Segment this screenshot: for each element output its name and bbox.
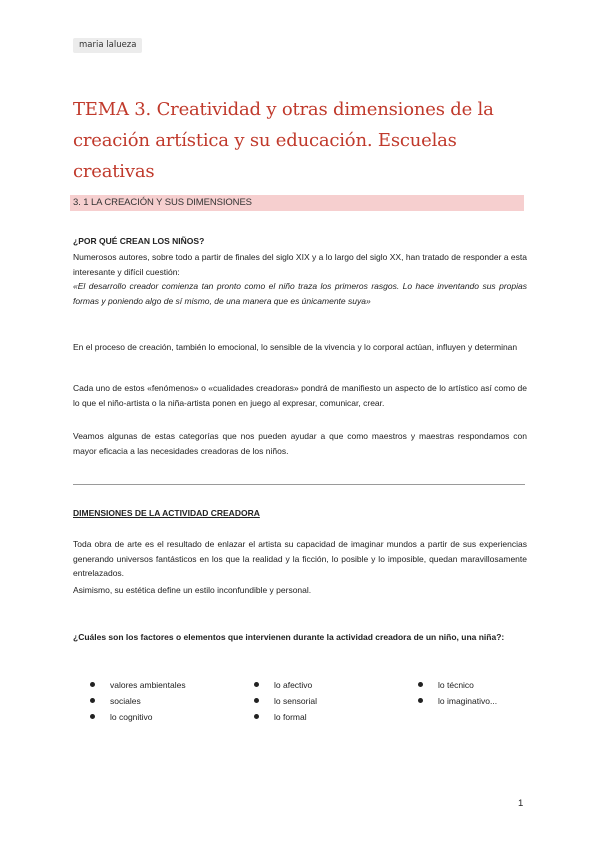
- bullet-list-col2: [254, 679, 317, 727]
- bullet-dot-icon: [90, 698, 95, 703]
- quote-paragraph: «El desarrollo creador comienza tan pronto como el niño traza los primeros rasgos. Lo hace inventando sus propias formas y poniendo algo de sí mismo, de una manera que es únicamente suya»: [73, 281, 527, 306]
- list-item: lo afectivo: [254, 679, 317, 695]
- question-heading: ¿POR QUÉ CREAN LOS NIÑOS?: [73, 236, 205, 246]
- list-item: valores ambientales: [90, 679, 186, 695]
- paragraph-intro: Numerosos autores, sobre todo a partir de finales del siglo XIX y a lo largo del siglo XX, han tratado de responder a esta interesante y difícil cuestión:: [73, 252, 527, 277]
- bullet-list-col3: [418, 679, 497, 711]
- paragraph-artwork: Toda obra de arte es el resultado de enlazar el artista su capacidad de imaginar mundos a partir de sus experiencias generando universos fantásticos en los que la realidad y la ficción, lo posible y lo imposible, quedan maravillosamente entrelazados.: [73, 539, 527, 578]
- divider-line: [73, 484, 525, 485]
- list-item: lo imaginativo...: [418, 695, 497, 711]
- bullet-dot-icon: [254, 682, 259, 687]
- page-number: 1: [518, 798, 524, 809]
- factors-question: ¿Cuáles son los factores o elementos que intervienen durante la actividad creadora de un niño, una niña?:: [73, 632, 505, 642]
- paragraph-emotional: En el proceso de creación, también lo emocional, lo sensible de la vivencia y lo corporal actúan, influyen y determinan: [73, 342, 518, 352]
- list-item: lo técnico: [418, 679, 497, 695]
- list-item: lo formal: [254, 711, 317, 727]
- list-item: lo cognitivo: [90, 711, 186, 727]
- dimensions-heading: DIMENSIONES DE LA ACTIVIDAD CREADORA: [73, 508, 260, 518]
- paragraph-phenomena: Cada uno de estos «fenómenos» o «cualidades creadoras» pondrá de manifiesto un aspecto de lo artístico así como de lo que el niño-artista o la niña-artista ponen en juego al expresar, comunicar, crear.: [73, 383, 527, 408]
- section-heading: 3. 1 LA CREACIÓN Y SUS DIMENSIONES: [73, 197, 252, 208]
- paragraph-aesthetics: Asimismo, su estética define un estilo inconfundible y personal.: [73, 585, 312, 595]
- bullet-dot-icon: [254, 714, 259, 719]
- bullet-dot-icon: [418, 698, 423, 703]
- bullet-dot-icon: [418, 682, 423, 687]
- page-title: TEMA 3. Creatividad y otras dimensiones de la creación artística y su educación. Escuelas creativas: [73, 99, 494, 182]
- section-heading-bar: [70, 195, 524, 211]
- bullet-dot-icon: [254, 698, 259, 703]
- bullet-list-col1: [90, 679, 186, 727]
- bullet-dot-icon: [90, 682, 95, 687]
- bullet-dot-icon: [90, 714, 95, 719]
- list-item: sociales: [90, 695, 186, 711]
- paragraph-categories: Veamos algunas de estas categorías que nos pueden ayudar a que como maestros y maestras respondamos con mayor eficacia a las necesidades creadoras de los niños.: [73, 431, 527, 456]
- list-item: lo sensorial: [254, 695, 317, 711]
- author-tag: maria lalueza: [73, 38, 142, 53]
